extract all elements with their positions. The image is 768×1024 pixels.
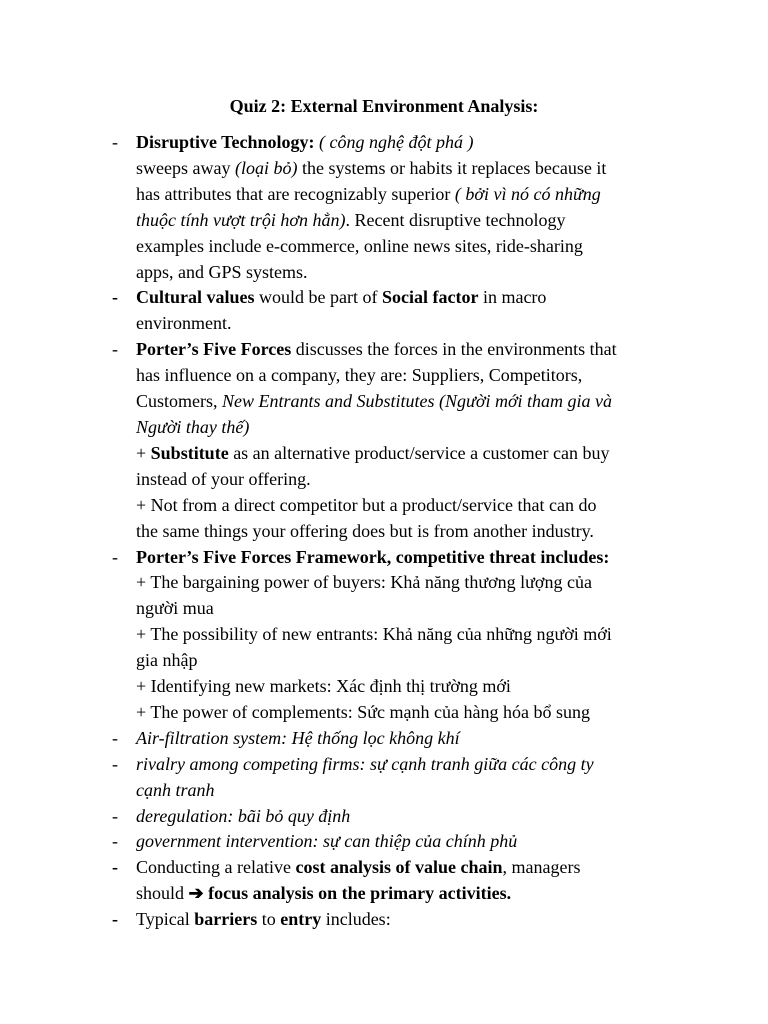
text-line [136,570,680,596]
text-line [136,441,680,467]
list-item [0,752,768,804]
text-segment: cost analysis of value chain [295,857,503,878]
bullet-dash: - [112,857,118,878]
text-line [136,208,680,234]
text-segment: New Entrants and Substitutes (Người mới tham gia và [222,391,613,412]
text-line [136,130,680,156]
text-segment: instead of your offering. [136,468,311,489]
text-segment: (loại bỏ) [234,157,298,178]
text-segment: entry [280,909,322,930]
text-segment: + Not from a direct competitor but a product/service that can do [136,494,597,515]
list-item [0,130,768,285]
text-segment: Cultural values [136,287,255,308]
bullet-dash: - [112,753,118,774]
text-line [136,182,680,208]
text-segment: ( công nghệ đột phá ) [314,132,474,152]
text-line [136,260,680,286]
bullet-dash: - [112,287,118,308]
list-item [0,545,768,726]
text-line [136,648,680,674]
text-line [136,907,680,933]
text-segment: in macro [478,287,547,308]
text-line [136,596,680,622]
text-segment: as an alternative product/service a customer can buy [228,442,610,463]
list-item [0,907,768,933]
text-segment: discusses the forces in the environments that [291,339,617,360]
bullet-dash: - [112,909,118,930]
text-segment: Social factor [381,287,479,308]
text-segment: thuộc tính vượt trội hơn hẳn) [136,209,346,230]
text-segment: environment. [136,313,232,334]
text-line [136,881,680,907]
list-item [0,804,768,830]
text-segment: apps, and GPS systems. [136,261,308,282]
text-segment: Typical [136,909,195,930]
text-segment: deregulation: bãi bỏ quy định [136,805,351,826]
text-segment: to [257,909,281,930]
text-segment: the systems or habits it replaces because it [297,157,607,178]
text-segment: . Recent disruptive technology [345,209,566,230]
bullet-dash: - [112,805,118,826]
text-segment: Air-filtration system: Hệ thống lọc không khí [136,727,460,748]
text-line [136,674,680,700]
bullet-dash: - [112,339,118,360]
text-line [136,545,680,571]
text-segment: government intervention: sự can thiệp của chính phủ [136,831,518,852]
page-title: Quiz 2: External Environment Analysis: [229,96,539,116]
text-segment: Customers, [136,391,223,412]
arrow-icon: ➔ [188,883,204,904]
text-segment: + The bargaining power of buyers: Khả năng thương lượng của [136,572,592,593]
text-line [136,234,680,260]
text-segment: should [136,883,189,904]
text-line [136,804,680,830]
text-segment: Porter’s Five Forces [136,339,292,360]
list-item [0,829,768,855]
text-line [136,700,680,726]
text-segment: + Identifying new markets: Xác định thị trường mới [136,676,511,697]
text-segment: includes: [321,909,391,930]
bullet-dash: - [112,546,118,567]
text-line [136,467,680,493]
text-line [136,363,680,389]
list-item [0,337,768,544]
text-line [136,285,680,311]
text-segment: the same things your offering does but is from another industry. [136,520,594,541]
text-line [136,337,680,363]
text-segment: would be part of [254,287,382,308]
text-segment: , managers [502,857,581,878]
text-segment: + [136,442,151,463]
list-item [0,855,768,907]
text-segment: Conducting a relative [136,857,296,878]
text-segment: cạnh tranh [136,779,215,800]
bullet-dash: - [112,132,118,152]
list-item [0,285,768,337]
text-segment: sweeps away [136,157,235,178]
text-line [136,855,680,881]
text-line [136,415,680,441]
text-line [136,829,680,855]
text-line [136,493,680,519]
text-line [136,389,680,415]
text-line [136,752,680,778]
text-segment: has influence on a company, they are: Suppliers, Competitors, [136,365,583,386]
list-item [0,726,768,752]
text-segment: has attributes that are recognizably superior [136,183,455,204]
text-segment: Substitute [150,442,229,463]
text-line [136,311,680,337]
text-segment: người mua [136,598,214,619]
text-segment: + The power of complements: Sức mạnh của hàng hóa bổ sung [136,701,590,722]
text-segment: Disruptive Technology: [136,132,315,152]
text-segment: rivalry among competing firms: sự cạnh tranh giữa các công ty [136,753,594,774]
text-segment: Người thay thế) [136,416,250,437]
text-line [136,726,680,752]
text-line [136,156,680,182]
text-line [136,778,680,804]
bullet-dash: - [112,831,118,852]
text-segment: focus analysis on the primary activities. [203,883,512,904]
bullet-dash: - [112,727,118,748]
bullet-list [0,130,768,933]
text-line [136,622,680,648]
text-segment: + The possibility of new entrants: Khả năng của những người mới [136,624,612,645]
text-segment: examples include e-commerce, online news sites, ride-sharing [136,235,583,256]
text-segment: Porter’s Five Forces Framework, competitive threat includes: [136,546,610,567]
text-segment: ( bởi vì nó có những [454,183,601,204]
text-segment: gia nhập [136,650,198,671]
text-segment: barriers [194,909,258,930]
text-line [136,519,680,545]
